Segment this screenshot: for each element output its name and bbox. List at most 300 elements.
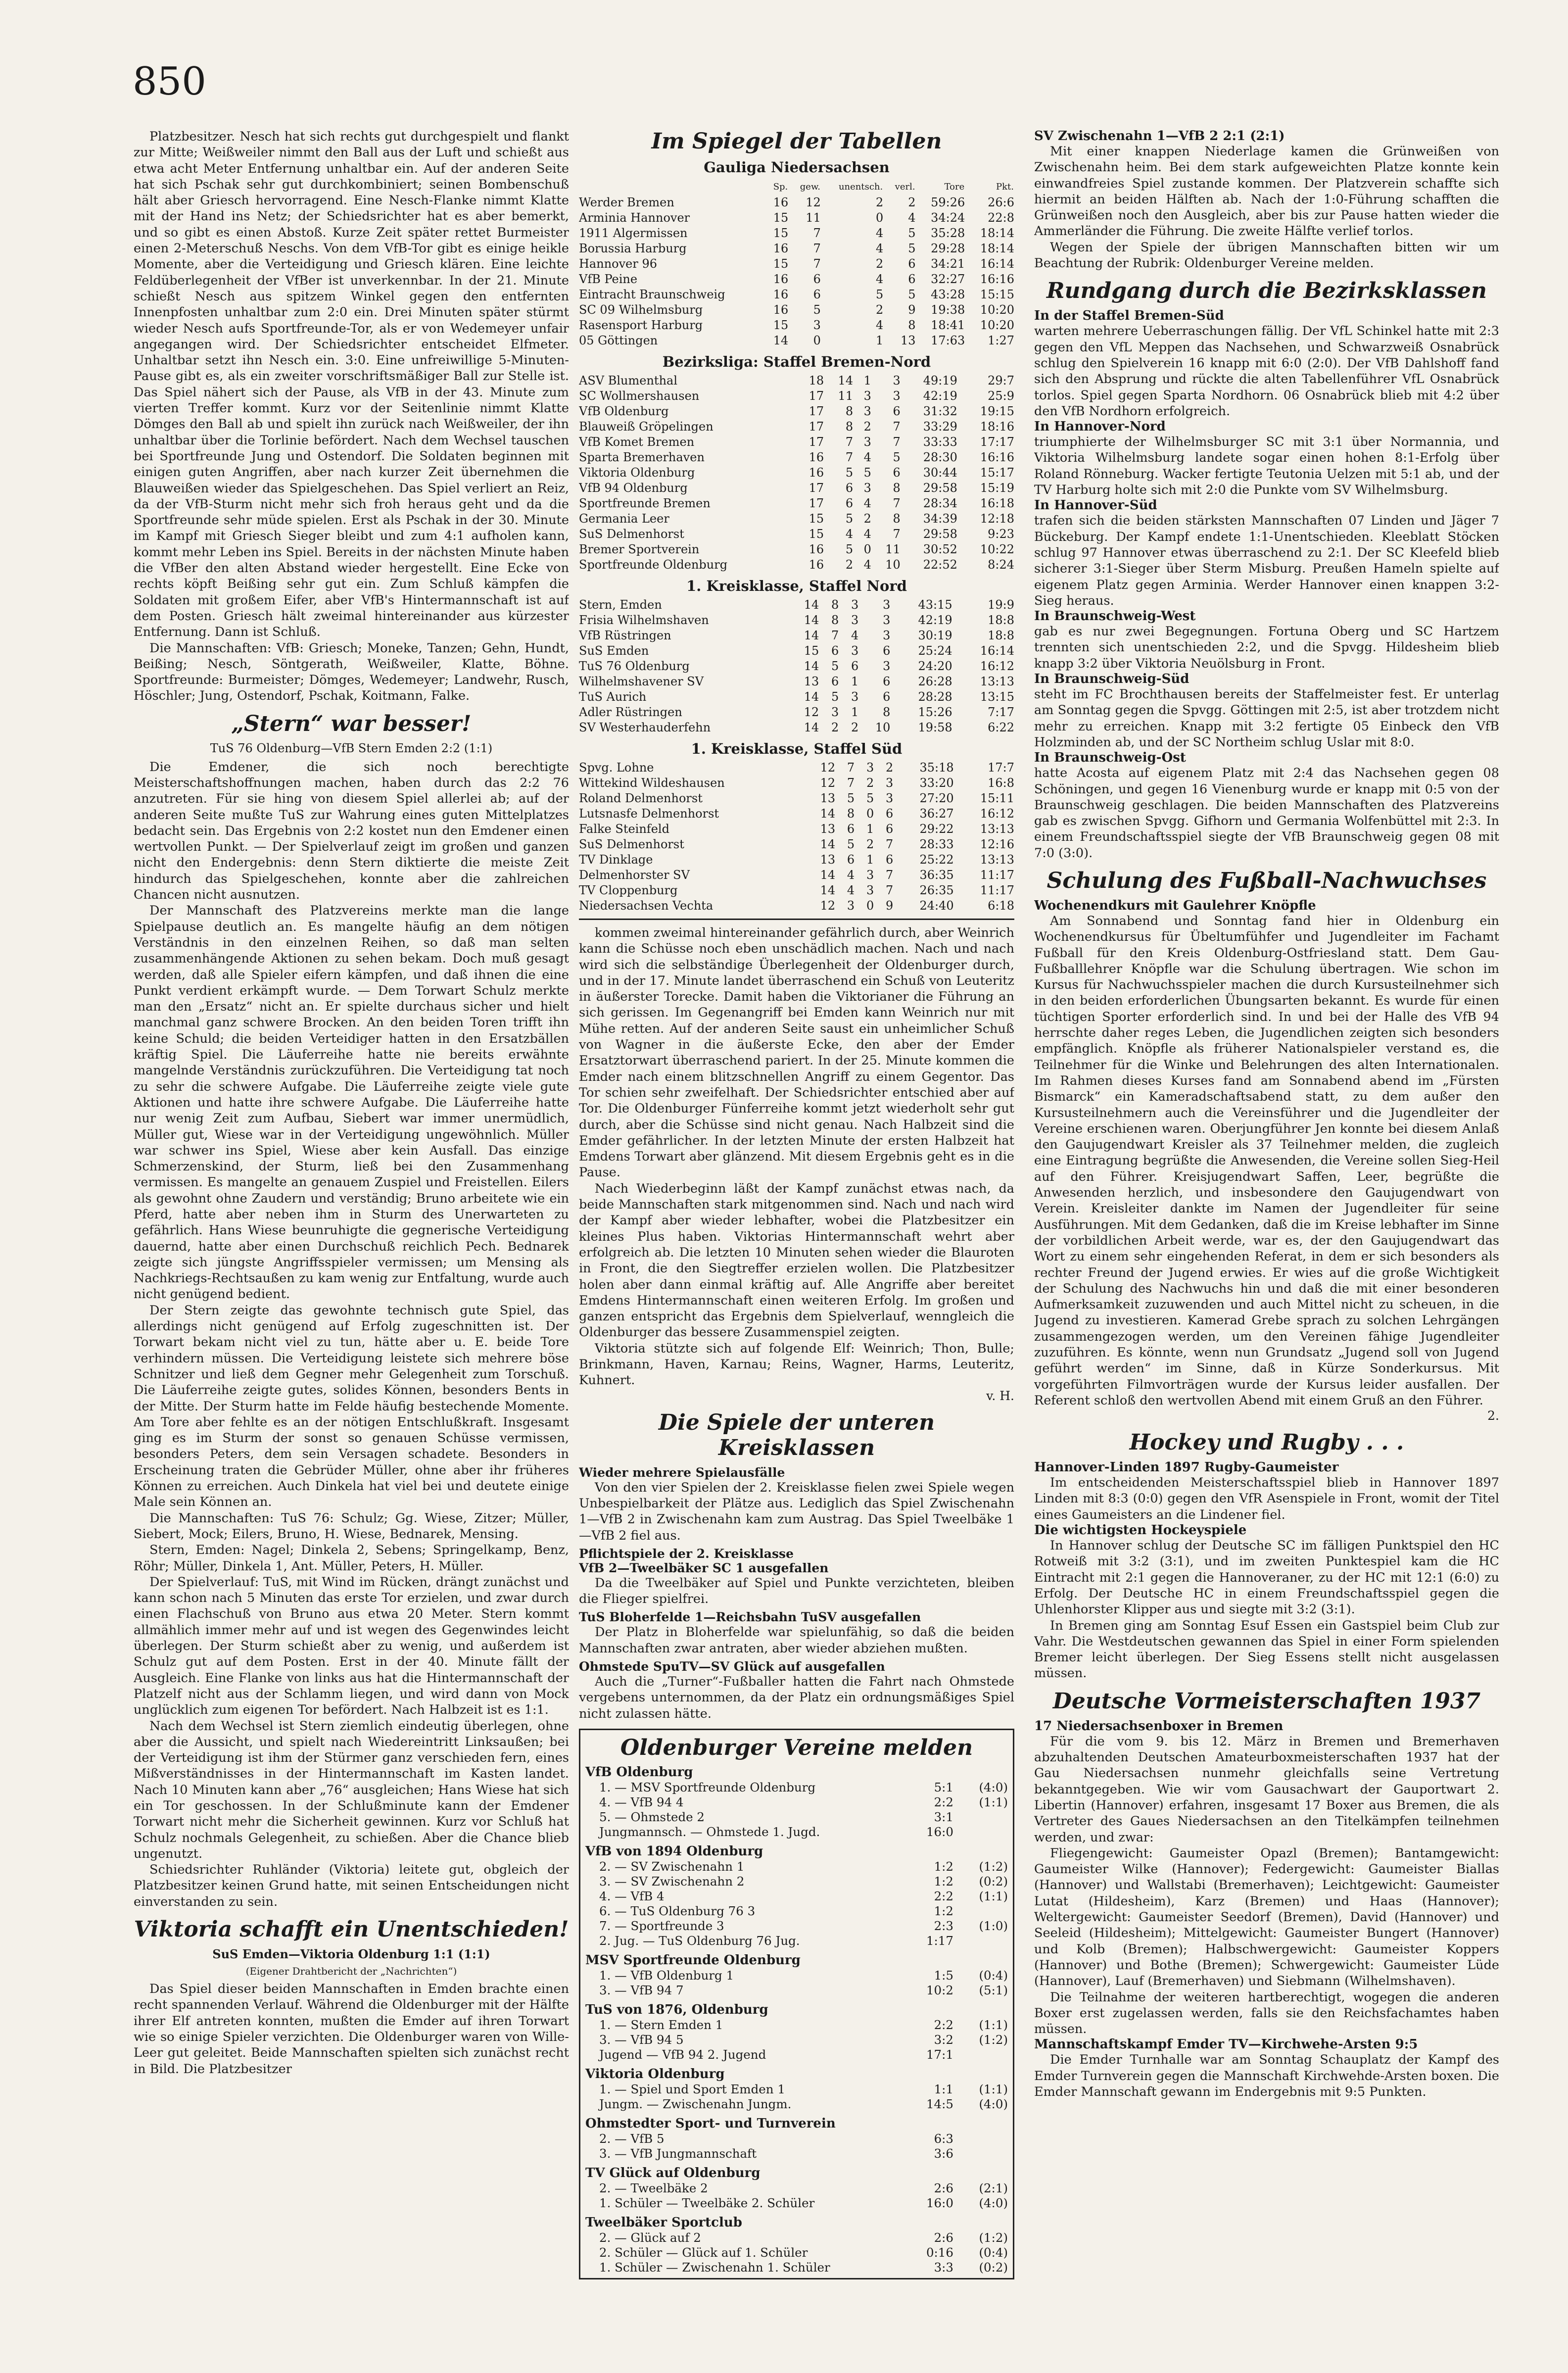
team-name: Delmenhorster SV: [579, 868, 690, 882]
result-row: [585, 2097, 1008, 2112]
table-row: [579, 898, 1014, 914]
table-row: [579, 837, 1014, 852]
team-name: Bremer Sportverein: [579, 542, 700, 556]
stat-cell: 5: [863, 466, 871, 480]
stat-cell: 8: [893, 481, 901, 495]
stat-cell: 16:14: [980, 257, 1014, 271]
table-row: [579, 527, 1014, 542]
stern-article: [134, 759, 569, 1910]
stat-cell: 1: [866, 853, 874, 867]
team-name: Arminia Hannover: [579, 211, 690, 225]
table-row: [579, 689, 1014, 705]
result-row: [585, 1983, 1008, 1998]
stat-cell: 6: [893, 404, 901, 418]
match-label: 4. — VfB 94 4: [599, 1794, 684, 1809]
column-header: Sp.: [773, 182, 788, 192]
notice-paragraph: Wegen der Spiele der übrigen Mannschaften bitten wir um Beachtung der Rubrik: Oldenburger Vereine melden.: [1034, 240, 1499, 271]
stat-cell: 5: [845, 466, 854, 480]
stat-cell: 7: [845, 435, 854, 449]
team-name: VfB Rüstringen: [579, 629, 671, 642]
table-row: [579, 791, 1014, 806]
boxing-paragraph: Für die vom 9. bis 12. März in Bremen und Bremerhaven abzuhaltenden Deutschen Amateurboxmeisterschaften 1937 hat der Gau Niedersachsen nunmehr gleichfalls seine Vertretung bekanntgegeben. Wie wir vom Gausachwart der Gauportwart 2. Libertin (Hannover) erfahren, insgesamt 17 Boxer aus Bremen, die als Vertreter des Gaues Niedersachsen an den Titelkämpfen teilnehmen werden, und zwar:: [1034, 1734, 1499, 1845]
schulung-sign: 2.: [1487, 1408, 1499, 1423]
stat-cell: 9: [886, 899, 894, 913]
stat-cell: 28:28: [918, 690, 952, 704]
stat-cell: 6: [831, 675, 839, 688]
team-name: Stern, Emden: [579, 598, 662, 612]
halftime-score: (0:2): [979, 1874, 1008, 1889]
stat-cell: 43:15: [918, 598, 952, 612]
stat-cell: 13: [901, 334, 916, 347]
stat-cell: 16: [808, 542, 824, 556]
match-label: Jungm. — Zwischenahn Jungm.: [599, 2096, 792, 2111]
stat-cell: 34:21: [931, 257, 965, 271]
halftime-score: [953, 2047, 1008, 2062]
stat-cell: 14: [804, 598, 819, 612]
halftime-score: (4:0): [979, 2195, 1008, 2210]
club-name: Viktoria Oldenburg: [585, 2066, 725, 2082]
rund-paragraph-6: hatte Acosta auf eigenem Platz mit 2:4 das Nachsehen gegen 08 Schöningen, und gegen 16 Vienenburg wurde er knapp mit 0:5 von der Braunschweig geschlagen. Die beiden Mannschaften des Platzvereins gab es zwischen Spvgg. Gifhorn und Germania Wolfenbüttel mit 2:3. In einem Freundschaftsspiel siegte der VfB Braunschweig gegen 08 mit 7:0 (3:0).: [1034, 766, 1499, 861]
stat-cell: 5: [813, 303, 821, 317]
stat-cell: 14: [820, 837, 836, 851]
result-row: [585, 2181, 1008, 2196]
score: 1:17: [926, 1933, 953, 1948]
paragraph: Der Mannschaft des Platzvereins merkte man die lange Spielpause deutlich an. Es mangelte häufig an dem nötigen Verständnis in den einzelnen Reihen, so daß man selten zusammenhängende Aktionen zu sehen bekam. Doch muß gesagt werden, daß alle Spieler eifern kämpfen, und daß ihnen die eine Punkt verdient erkämpft wurde. — Dem Torwart Schulz merkte man den „Ersatz“ nicht an. Er spielte durchaus sicher und hielt manchmal ganz schwere Brocken. An den beiden Toren trifft ihn keine Schuld; die beiden Verteidiger hatten in den Ersatzbällen kräftig Spiel. Die Läuferreihe hatte nie bereits erwähnte mangelnde Verständnis zurückzuführen. Die Verteidigung tat noch zu sehr die schwere Aufgabe. Die Läuferreihe zeigte viele gute Aktionen und hatte ihre schwere Aufgabe. Die Läuferreihe hatte nur wenig Zeit zum Aufbau, Siebert war immer unermüdlich, Müller gut, Wiese war in der Verteidigung ungewöhnlich. Müller war schwer ins Spiel, Wiese aber kein Ausfall. Das einzige Schmerzenskind, der Sturm, ließ bei den Zusammenhang vermissen. Es mangelte an genauem Zuspiel und Freistellen. Eilers als gewohnt ohne Zaudern und verständig; Bruno arbeitete wie ein Pferd, hatte aber neben ihm in Sturm des Unerwarteten zu gefährlich. Hans Wiese beunruhigte die gegnerische Verteidigung dauernd, hatte aber einen Durchschuß reichlich Pech. Bednarek zeigte sich jüngste Angriffsspieler vermissen; um Mensing als Nachkriegs-Rechtsaußen zu kam wenig zur Entfaltung, wurde auch nicht genügend bedient.: [134, 903, 569, 1302]
stat-cell: 28:30: [923, 450, 957, 464]
stat-cell: 3: [851, 644, 859, 658]
match-label: 1. — VfB Oldenburg 1: [599, 1968, 734, 1983]
match-label: 3. — VfB Jungmannschaft: [599, 2146, 757, 2161]
rund-section-4: In Braunschweig-West: [1034, 609, 1196, 624]
stat-cell: 10:20: [980, 303, 1014, 317]
team-name: VfB Peine: [579, 272, 638, 286]
stat-cell: 14: [820, 883, 836, 897]
stat-cell: 29:58: [923, 527, 957, 541]
match-label: 1. — Spiel und Sport Emden 1: [599, 2082, 785, 2096]
stat-cell: 16: [773, 272, 789, 286]
stat-cell: 25:24: [918, 644, 952, 658]
halftime-score: [953, 1825, 1008, 1840]
stat-cell: 13: [820, 791, 836, 805]
score: 16:0: [926, 2195, 953, 2210]
score: 1:5: [934, 1968, 953, 1983]
stat-cell: 15:15: [980, 288, 1014, 301]
stat-cell: 7: [847, 761, 855, 775]
team-name: VfB Komet Bremen: [579, 435, 695, 449]
stat-cell: 10: [885, 558, 901, 572]
team-name: Wilhelmshavener SV: [579, 675, 704, 688]
stat-cell: 5: [847, 791, 855, 805]
score: 3:2: [934, 2032, 953, 2047]
schulung-headline: Schulung des Fußball-Nachwuchses: [1046, 868, 1487, 893]
score: 16:0: [926, 1824, 953, 1839]
table-row: [579, 806, 1014, 822]
stat-cell: 6:18: [988, 899, 1014, 913]
stat-cell: 3: [883, 598, 891, 612]
halftime-score: (2:1): [979, 2180, 1008, 2195]
table-row: [579, 643, 1014, 659]
stat-cell: 12:18: [980, 512, 1014, 526]
stat-cell: 4: [863, 527, 871, 541]
rund-section-6: In Braunschweig-Ost: [1034, 750, 1186, 766]
pflicht-paragraph: Da die Tweelbäker auf Spiel und Punkte verzichteten, bleiben die Flieger spielfrei.: [579, 1575, 1014, 1607]
result-row: [585, 1934, 1008, 1948]
halftime-score: [953, 1934, 1008, 1948]
result-row: [585, 1859, 1008, 1874]
stat-cell: 3: [893, 389, 901, 403]
stat-cell: 18:14: [980, 242, 1014, 255]
boxing-headline: Deutsche Vormeisterschaften 1937: [1052, 1688, 1481, 1714]
boxing-subhead: 17 Niedersachsenboxer in Bremen: [1034, 1718, 1283, 1734]
stat-cell: 17:7: [988, 761, 1014, 775]
result-row: [585, 1874, 1008, 1889]
stat-cell: 4: [847, 868, 855, 882]
stat-cell: 2: [851, 721, 859, 734]
stat-cell: 14: [804, 629, 819, 642]
team-name: Roland Delmenhorst: [579, 791, 703, 805]
result-row: [585, 2131, 1008, 2146]
halftime-score: (1:2): [979, 2230, 1008, 2245]
result-row: [585, 1904, 1008, 1919]
table-row: [579, 272, 1014, 287]
stat-cell: 14: [838, 374, 854, 387]
match-label: 2. Jug. — TuS Oldenburg 76 Jug.: [599, 1933, 800, 1948]
stat-cell: 8: [831, 598, 839, 612]
viktoria-continued-1: kommen zweimal hintereinander gefährlich durch, aber Weinrich kann die Schüsse noch eben unschädlich machen. Nach und nach wird sich die selbständige Überlegenheit der Oldenburger durch, und in der 17. Minute landet überraschend ein Schuß von Leuteritz in äußerster Torecke. Damit haben die Viktorianer die Führung an sich gerissen. Im Gegenangriff bei Emden kann Weinrich nur mit Mühe retten. Auf der anderen Seite saust ein unheimlicher Schuß von Wagner in die äußerste Ecke, den aber der Emder Ersatztorwart überraschend pariert. In der 25. Minute kommen die Emder nach einem blitzschnellen Angriff zu einem Gegentor. Das Tor schien sehr zweifelhaft. Der Schiedsrichter entschied aber auf Tor. Die Oldenburger Fünferreihe kommt jetzt wiederholt sehr gut durch, aber die Schüsse sind nicht genau. Nach Halbzeit sind die Emder gefährlicher. In der letzten Minute der ersten Halbzeit hat Emdens Torwart aber glänzend. Mit diesem Ergebnis geht es in die Pause.: [579, 925, 1014, 1180]
stat-cell: 16:12: [980, 659, 1014, 673]
hockey-headline: Hockey und Rugby . . .: [1129, 1430, 1404, 1455]
mannschaft-head: Mannschaftskampf Emder TV—Kirchwehe-Arsten 9:5: [1034, 2037, 1418, 2052]
stat-cell: 6: [845, 496, 854, 510]
bezirk-title: Bezirksliga: Staffel Bremen-Nord: [662, 353, 931, 370]
stat-cell: 19:9: [988, 598, 1014, 612]
stat-cell: 4: [863, 558, 871, 572]
stat-cell: 3: [883, 629, 891, 642]
match-report-vfb: [134, 129, 569, 704]
team-name: Sportfreunde Oldenburg: [579, 558, 728, 572]
match-label: Jungmannsch. — Ohmstede 1. Jugd.: [599, 1824, 820, 1839]
stat-cell: 15:19: [980, 481, 1014, 495]
rund-paragraph-1: warten mehrere Ueberraschungen fällig. Der VfL Schinkel hatte mit 2:3 gegen den VfL Meppen das Nachsehen, und Schwarzweiß Osnabrück schlug den Spielverein 16 knapp mit 6:0 (2:0). Der VfB Dahlshoff fand sich den Absprung und rückte die alten Tabellenführer VfL Osnabrück torlos. Spiel gegen Sparta Nordhorn. 06 Osnabrück blieb mit 4:2 über den VfB Nordhorn erfolgreich.: [1034, 324, 1499, 419]
club-name: VfB von 1894 Oldenburg: [585, 1843, 763, 1859]
score: 2:2: [934, 2017, 953, 2032]
stat-cell: 16: [773, 242, 789, 255]
stat-cell: 3: [813, 318, 821, 332]
table-row: [579, 287, 1014, 302]
stat-cell: 17: [808, 404, 824, 418]
stat-cell: 13:13: [980, 853, 1014, 867]
column-header: unentsch.: [838, 182, 883, 192]
team-name: Spvg. Lohne: [579, 761, 654, 775]
stat-cell: 3: [883, 659, 891, 673]
halftime-score: [953, 2146, 1008, 2161]
stat-cell: 26:6: [988, 195, 1014, 209]
stat-cell: 7: [813, 226, 821, 240]
stat-cell: 25:9: [988, 389, 1014, 403]
team-name: Sportfreunde Bremen: [579, 496, 711, 510]
boxing-paragraph-3: Die Teilnahme der weiteren hartberechtigt, wogegen die anderen Boxer erst zugelassen werden, falls sie den Reichsfachamtes haben müssen.: [1034, 1989, 1499, 2037]
ohmstede-head: Ohmstede SpuTV—SV Glück auf ausgefallen: [579, 1659, 885, 1674]
team-name: Borussia Harburg: [579, 242, 687, 255]
stat-cell: 3: [851, 613, 859, 627]
halftime-score: (1:1): [979, 1794, 1008, 1809]
stat-cell: 3: [866, 868, 874, 882]
stat-cell: 6: [883, 690, 891, 704]
viktoria-headline: Viktoria schafft ein Unentschieden!: [134, 1917, 569, 1942]
stat-cell: 10:20: [980, 318, 1014, 332]
stat-cell: 16:18: [980, 496, 1014, 510]
paragraph: Platzbesitzer. Nesch hat sich rechts gut durchgespielt und flankt zur Mitte; Weißweiler nimmt den Ball aus der Luft und schießt aus etwa acht Meter Entfernung unhaltbar ein. Auf der anderen Seite hat sich Pschak sehr gut durchkombiniert; seinen Bombenschuß hält aber Griesch hervorragend. Eine Nesch-Flanke nimmt Klatte mit der Hand ins Netz; der Schiedsrichter hat es aber bemerkt, und so gibt es einen Abstoß. Kurze Zeit später rettet Burmeister einen 2-Meterschuß Neschs. Von dem VfB-Tor gibt es einige heikle Momente, aber die Verteidigung und Griesch klären. Eine leichte Feldüberlegenheit der VfBer ist unverkennbar. In der 21. Minute schießt Nesch aus spitzem Winkel gegen den entfernten Innenpfosten unhaltbar zum 2:0 ein. Drei Minuten später stürmt wieder Nesch aufs Sportfreunde-Tor, als er von Wedemeyer unfair angegangen wird. Der Schiedsrichter entscheidet Elfmeter. Unhaltbar setzt ihn Nesch ein. 3:0. Eine unfreiwillige 5-Minuten-Pause gibt es, als ein zweiter vorschriftsmäßiger Ball zur Stelle ist. Das Spiel nähert sich der Pause, als VfB in der 43. Minute zum vierten Treffer kommt. Kurz vor der Seitenlinie nimmt Klatte Dömges den Ball ab und spielt ihn zurück nach Weißweiler, der ihn unhaltbar über die Torlinie befördert. Nach dem Wechsel tauschen bei Sportfreunde Jung und Ostendorf. Die Soldaten beginnen mit einigen guten Angriffen, aber nach kurzer Zeit übernehmen die Blauweißen wieder das Spielgeschehen. Das Spiel verliert an Reiz, da der VfB-Sturm nicht mehr sich froh heraus geht und da die Sportfreunde sehr müde spielen. Erst als Pschak in der 30. Minute im Kampf mit Griesch Sieger bleibt und zum 4:1 aufholen kann, kommt mehr Leben ins Spiel. Bereits in der nächsten Minute haben die VfBer den alten Abstand wieder hergestellt. Eine Ecke von rechts köpft Beißing sehr gut ein. Zum Schluß kämpfen die Soldaten mit großem Eifer, aber VfB's Hintermannschaft ist auf dem Posten. Griesch hält zweimal hintereinander aus kürzester Entfernung. Dann ist Schluß.: [134, 129, 569, 640]
match-label: 2. — SV Zwischenahn 1: [599, 1859, 745, 1874]
stat-cell: 13: [820, 822, 836, 836]
stat-cell: 5: [831, 690, 839, 704]
stat-cell: 8: [845, 420, 854, 434]
stat-cell: 2: [886, 761, 894, 775]
viktoria-note: (Eigener Drahtbericht der „Nachrichten“): [245, 1965, 457, 1978]
stat-cell: 19:38: [931, 303, 965, 317]
stat-cell: 18:41: [931, 318, 965, 332]
stat-cell: 29:22: [919, 822, 954, 836]
team-name: Adler Rüstringen: [579, 705, 682, 719]
author-sign: v. H.: [986, 1388, 1014, 1403]
stat-cell: 7: [886, 837, 894, 851]
result-row: [585, 2196, 1008, 2211]
vereine-melden-headline: Oldenburger Vereine melden: [620, 1735, 973, 1760]
stat-cell: 5: [847, 837, 855, 851]
table-row: [579, 868, 1014, 883]
team-name: SC 09 Wilhelmsburg: [579, 303, 703, 317]
result-row: [585, 2230, 1008, 2245]
table-row: [579, 613, 1014, 628]
result-row: [585, 2033, 1008, 2047]
halftime-score: (0:4): [979, 2245, 1008, 2260]
match-label: 3. — VfB 94 7: [599, 1983, 684, 1997]
stat-cell: 4: [845, 527, 854, 541]
stat-cell: 1:27: [988, 334, 1014, 347]
team-name: SuS Delmenhorst: [579, 837, 684, 851]
halftime-score: (4:0): [979, 2096, 1008, 2111]
stat-cell: 7:17: [988, 705, 1014, 719]
stat-cell: 3: [893, 374, 901, 387]
stat-cell: 15: [808, 512, 824, 526]
stat-cell: 8: [831, 613, 839, 627]
stat-cell: 4: [863, 496, 871, 510]
stat-cell: 12: [806, 195, 821, 209]
stat-cell: 14: [804, 721, 819, 734]
stat-cell: 6: [908, 272, 916, 286]
match-label: 6. — TuS Oldenburg 76 3: [599, 1903, 756, 1918]
stat-cell: 25:22: [919, 853, 954, 867]
stat-cell: 17: [808, 435, 824, 449]
stat-cell: 2: [863, 420, 871, 434]
team-name: 1911 Algermissen: [579, 226, 688, 240]
stat-cell: 6: [883, 675, 891, 688]
bloherfelde-paragraph: Der Platz in Bloherfelde war spielunfähig, so daß die beiden Mannschaften zwar antraten, aber wieder abziehen mußten.: [579, 1625, 1014, 1656]
stat-cell: 7: [813, 257, 821, 271]
kreis-sued-table: [579, 760, 1014, 914]
stat-cell: 30:52: [923, 542, 957, 556]
stat-cell: 6: [847, 853, 855, 867]
stat-cell: 29:7: [988, 374, 1014, 387]
pflicht-line: VfB 2—Tweelbäker SC 1 ausgefallen: [579, 1560, 829, 1575]
column-header: verl.: [895, 182, 915, 192]
stat-cell: 18: [808, 374, 824, 387]
viktoria-continued-2: Nach Wiederbeginn läßt der Kampf zunächst etwas nach, da beide Mannschaften stark mitgenommen sind. Nach und nach wird der Kampf aber wieder lebhafter, wobei die Platzbesitzer ein kleines Plus haben. Viktorias Hintermannschaft wehrt aber erfolgreich ab. Die letzten 10 Minuten sehen wieder die Blauroten in Front, die den Siegtreffer erzielen wollen. Die Platzbesitzer holen aber dann einmal kräftig auf. Alle Angriffe aber bereitet Emdens Hintermannschaft einen weiteren Erfolg. Im großen und ganzen entspricht das Ergebnis dem Spielverlauf, wenngleich die Oldenburger das bessere Zusammenspiel zeigten.: [579, 1181, 1014, 1340]
stat-cell: 4: [851, 629, 859, 642]
column-header: Pkt.: [996, 182, 1014, 192]
stat-cell: 4: [875, 242, 884, 255]
table-row: [579, 822, 1014, 837]
stat-cell: 17: [808, 496, 824, 510]
table-row: [579, 775, 1014, 791]
rund-paragraph-2: triumphierte der Wilhelmsburger SC mit 3:1 über Normannia, und Viktoria Wilhelmsburg landete sogar einen hohen 8:1-Erfolg über Roland Rönneburg. Wacker fertigte Teutonia Uelzen mit 5:1 ab, und der TV Harburg holte sich mit 2:0 die Punkte vom SV Wilhelmsburg.: [1034, 435, 1499, 498]
divider: [579, 919, 1014, 920]
stat-cell: 7: [893, 496, 901, 510]
stat-cell: 3: [863, 389, 871, 403]
stat-cell: 19:15: [980, 404, 1014, 418]
stat-cell: 28:34: [923, 496, 957, 510]
team-name: SV Westerhauderfehn: [579, 721, 711, 734]
stat-cell: 1: [875, 334, 884, 347]
bezirk-table: [579, 373, 1014, 573]
paragraph: Schiedsrichter Ruhländer (Viktoria) leitete gut, obgleich der Platzbesitzer keinen Grund hatte, mit seinen Entscheidungen nicht einverstanden zu sein.: [134, 1862, 569, 1909]
team-name: Wittekind Wildeshausen: [579, 776, 725, 790]
score: 5:1: [934, 1780, 953, 1794]
team-name: Lutsnasfe Delmenhorst: [579, 807, 719, 821]
club-results: [585, 1764, 1008, 2275]
stat-cell: 12: [804, 705, 819, 719]
match-label: 3. — VfB 94 5: [599, 2032, 684, 2047]
column-1: [134, 129, 569, 2077]
team-name: VfB Oldenburg: [579, 404, 669, 418]
page-number: 850: [133, 59, 206, 104]
halftime-score: (0:4): [979, 1968, 1008, 1983]
stat-cell: 10: [875, 721, 891, 734]
stat-cell: 11: [806, 211, 821, 225]
stat-cell: 5: [875, 288, 884, 301]
stat-cell: 8: [883, 705, 891, 719]
stat-cell: 16:8: [988, 776, 1014, 790]
team-name: TuS 76 Oldenburg: [579, 659, 690, 673]
stat-cell: 35:28: [931, 226, 965, 240]
score: 14:5: [926, 2096, 953, 2111]
stat-cell: 6: [845, 481, 854, 495]
stat-cell: 9:23: [988, 527, 1014, 541]
stat-cell: 3: [883, 613, 891, 627]
match-label: 3. — SV Zwischenahn 2: [599, 1874, 745, 1889]
stat-cell: 26:28: [918, 675, 952, 688]
stat-cell: 18:16: [980, 420, 1014, 434]
match-label: Jugend — VfB 94 2. Jugend: [599, 2047, 766, 2062]
stat-cell: 6: [847, 822, 855, 836]
stat-cell: 34:39: [923, 512, 957, 526]
result-row: [585, 2245, 1008, 2260]
team-name: Eintracht Braunschweig: [579, 288, 725, 301]
stat-cell: 14: [804, 690, 819, 704]
team-name: Frisia Wilhelmshaven: [579, 613, 709, 627]
kreis-nord-title: 1. Kreisklasse, Staffel Nord: [686, 578, 907, 594]
rund-paragraph-4: gab es nur zwei Begegnungen. Fortuna Oberg und SC Hartzem trennten sich unentschieden 2:2, und die Spvgg. Hildesheim blieb knapp 3:2 über Viktoria Neuölsburg in Front.: [1034, 624, 1499, 671]
stat-cell: 13: [804, 675, 819, 688]
stat-cell: 18:14: [980, 226, 1014, 240]
stat-cell: 4: [908, 211, 916, 225]
team-name: SC Wollmershausen: [579, 389, 700, 403]
club-name: Ohmstedter Sport- und Turnverein: [585, 2116, 836, 2131]
stat-cell: 3: [863, 435, 871, 449]
untere-paragraph: Von den vier Spielen der 2. Kreisklasse fielen zwei Spiele wegen Unbespielbarkeit der Plätze aus. Lediglich das Spiel Zwischenahn 1—VfB 2 in Zwischenahn kam zum Austrag. Das Spiel Tweelbäke 1—VfB 2 fiel aus.: [579, 1480, 1014, 1543]
boxing-paragraph-2: Fliegengewicht: Gaumeister Opazl (Bremen); Bantamgewicht: Gaumeister Wilke (Hannover); Federgewicht: Gaumeister Biallas (Hannover) und Wallstabi (Bremerhaven); Leichtgewicht: Gaumeister Lutat (Hildesheim), Karz (Bremen) und Haas (Hannover); Weltergewicht: Gaumeister Seedorf (Bremen), David (Hannover) und Seeleid (Hildesheim); Mittelgewicht: Gaumeister Bungert (Hannover) und Kolb (Bremen); Halbschwergewicht: Gaumeister Koppers (Hannover) und Bothe (Bremen); Schwergewicht: Gaumeister Lüde (Hannover), Lauf (Bremerhaven) und Siebmann (Wilhelmshaven).: [1034, 1845, 1499, 1989]
zwischenahn-paragraph: Mit einer knappen Niederlage kamen die Grünweißen von Zwischenahn heim. Bei dem stark aufgeweichten Platze konnte kein einwandfreies Spiel zustande kommen. Der Platzverein schaffte sich hiermit an beiden Hälften ab. Nach der 1:0-Führung schafften die Grünweißen noch den Ausgleich, aber bis zur Pause hatten wieder die Ammerländer die Führung. Die zweite Hälfte verlief torlos.: [1034, 144, 1499, 239]
table-row: [579, 705, 1014, 720]
stat-cell: 43:28: [931, 288, 965, 301]
column-3: [1034, 129, 1499, 2100]
stat-cell: 7: [886, 868, 894, 882]
stat-cell: 29:58: [923, 481, 957, 495]
stat-cell: 16:16: [980, 450, 1014, 464]
team-name: VfB 94 Oldenburg: [579, 481, 688, 495]
team-name: Hannover 96: [579, 257, 658, 271]
stat-cell: 24:40: [919, 899, 954, 913]
result-row: [585, 2018, 1008, 2033]
team-name: Rasensport Harburg: [579, 318, 703, 332]
stat-cell: 3: [847, 899, 855, 913]
match-label: 1. Schüler — Zwischenahn 1. Schüler: [599, 2260, 830, 2275]
score: 2:3: [934, 1918, 953, 1933]
table-row: [579, 404, 1014, 419]
halftime-score: (1:2): [979, 1859, 1008, 1874]
halftime-score: (5:1): [979, 1983, 1008, 1997]
stat-cell: 11:17: [980, 868, 1014, 882]
stat-cell: 6: [851, 659, 859, 673]
stat-cell: 13: [820, 853, 836, 867]
stat-cell: 7: [813, 242, 821, 255]
table-row: [579, 659, 1014, 674]
score: 6:3: [934, 2131, 953, 2146]
match-label: 4. — VfB 4: [599, 1889, 665, 1903]
viktoria-paragraph: Das Spiel dieser beiden Mannschaften in Emden brachte einen recht spannenden Verlauf. Während die Oldenburger mit der Hälfte ihrer Elf antreten konnten, mußten die Emder auf ihren Torwart wie so einige Spieler verzichten. Die Oldenburger waren von Wille-Leer gut geleitet. Beide Mannschaften spielten sich zunächst recht in Bild. Die Platzbesitzer: [134, 1982, 569, 2077]
stat-cell: 33:33: [923, 435, 957, 449]
match-label: 2. — Tweelbäke 2: [599, 2180, 708, 2195]
paragraph: Die Mannschaften: TuS 76: Schulz; Gg. Wiese, Zitzer; Müller, Siebert, Mock; Eilers, Bruno, H. Wiese, Bednarek, Mensing.: [134, 1510, 569, 1542]
rundgang-headline: Rundgang durch die Bezirksklassen: [1046, 278, 1487, 304]
paragraph: Stern, Emden: Nagel; Dinkela 2, Sebens; Springelkamp, Benz, Röhr; Müller, Dinkela 1, Ant. Müller, Peters, H. Müller.: [134, 1543, 569, 1574]
stern-subhead: TuS 76 Oldenburg—VfB Stern Emden 2:2 (1:1): [210, 741, 493, 755]
viktoria-subhead: SuS Emden—Viktoria Oldenburg 1:1 (1:1): [212, 1947, 490, 1962]
stat-cell: 5: [845, 512, 854, 526]
zwischenahn-head: SV Zwischenahn 1—VfB 2 2:1 (2:1): [1034, 129, 1285, 144]
team-name: Viktoria Oldenburg: [579, 466, 695, 480]
stat-cell: 12: [820, 776, 836, 790]
stat-cell: 3: [866, 883, 874, 897]
table-row: [579, 435, 1014, 450]
stat-cell: 8: [847, 807, 855, 821]
stat-cell: 17: [808, 420, 824, 434]
paragraph: Die Emdener, die sich noch berechtigte Meisterschaftshoffnungen machen, haben durch das 2:2 76 anzutreten. Für sie hing von diesem Spiel allerlei ab; auf der anderen Seite mußte TuS zur Wahrung eines guten Mittelplatzes bedacht sein. Das Ergebnis von 2:2 kostet nun den Emdener einen wertvollen Punkt. — Der Spielverlauf zeigt im großen und ganzen nicht den Endergebnis: denn Stern diktierte die meiste Zeit hindurch das Spielgeschehen, konnte aber die zahlreichen Chancen nicht ausnutzen.: [134, 759, 569, 903]
stat-cell: 7: [845, 450, 854, 464]
paragraph: Nach dem Wechsel ist Stern ziemlich eindeutig überlegen, ohne aber die Aussicht, und spielt nach Wiedereintritt Linksaußen; bei der Verteidigung ist ihm der Stürmer ganz verschieden fern, eines Mißverständnisses in der Hintermannschaft im Kasten landet. Nach 10 Minuten kann aber „76“ ausgleichen; Hans Wiese hat sich ein Tor geschossen. In der Schlußminute kann der Emdener Torwart nicht mehr die Sicherheit gewinnen. Kurz vor Schluß hat Schulz nochmals Gelegenheit, zu schießen. Aber die Chance blieb ungenutzt.: [134, 1718, 569, 1861]
stat-cell: 11: [838, 389, 854, 403]
stat-cell: 35:18: [919, 761, 954, 775]
stat-cell: 6: [886, 807, 894, 821]
pflicht-head: Pflichtspiele der 2. Kreisklasse: [579, 1546, 794, 1561]
paragraph: Der Stern zeigte das gewohnte technisch gute Spiel, das allerdings nicht genügend auf Erfolg zugeschnitten ist. Der Torwart bekam nicht viel zu tun, hätte aber u. E. beide Tore verhindern müssen. Die Verteidigung leistete sich mehrere böse Schnitzer und ließ dem Gegner mehr Gelegenheit zum Torschuß. Die Läuferreihe zeigte gutes, solides Können, besonders Bents in der Mitte. Der Sturm hatte im Felde häufig bestechende Momente. Am Tore aber fehlte es an der nötigen Entschlußkraft. Insgesamt ging es im Sturm der sonst so genauen Schüsse vermissen, besonders Peters, dem sein Versagen schadete. Besonders in Erscheinung traten die Gebrüder Müller, ohne aber ihr früheres Können zu erreichen. Auch Dinkela hat viel bei und deutete einige Male sein Können an.: [134, 1303, 569, 1510]
kreis-sued-title: 1. Kreisklasse, Staffel Süd: [691, 740, 903, 757]
stat-cell: 3: [863, 481, 871, 495]
match-label: 1. — Stern Emden 1: [599, 2017, 723, 2032]
score: 1:2: [934, 1903, 953, 1918]
stat-cell: 1: [863, 374, 871, 387]
halftime-score: (4:0): [979, 1780, 1008, 1794]
